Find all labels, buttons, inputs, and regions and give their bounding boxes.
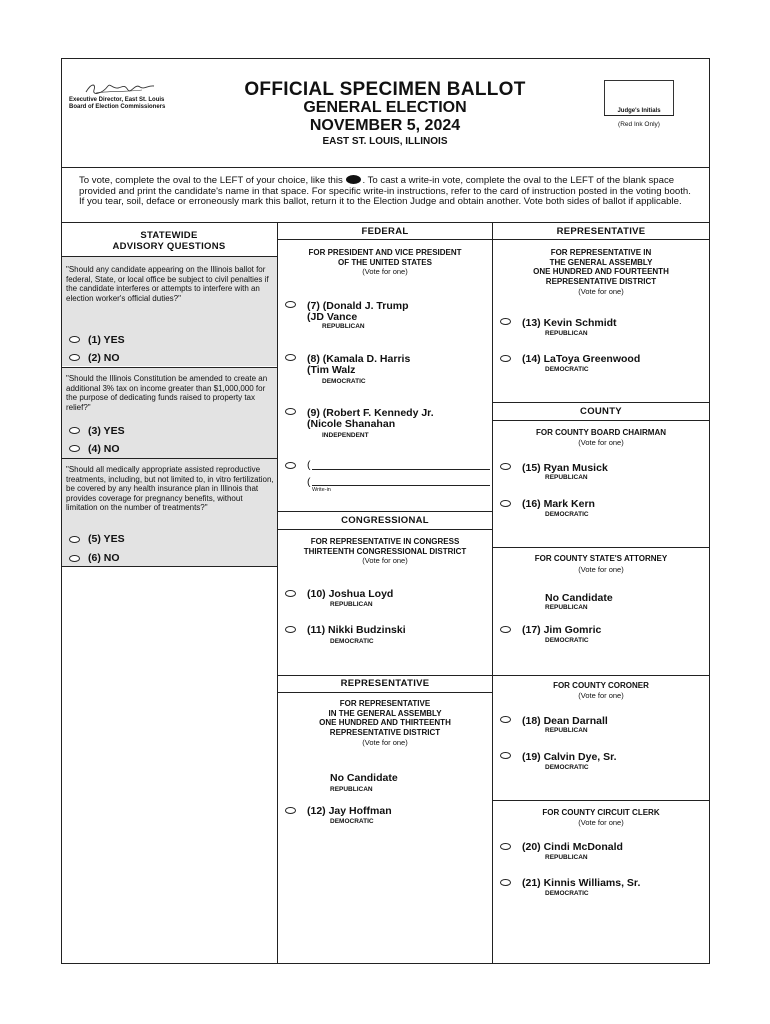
candidate-13-oval[interactable] [500, 318, 511, 325]
column-divider-2 [492, 222, 493, 964]
director-signature [82, 80, 160, 98]
candidate-21-oval[interactable] [500, 879, 511, 886]
candidate-12-name: (12) Jay Hoffman [307, 805, 392, 817]
county-top-divider [493, 402, 710, 403]
rep114-heading-divider [493, 239, 710, 240]
candidate-7-name: (7) (Donald J. Trump (JD Vance [307, 300, 409, 323]
coroner-vote-for: (Vote for one) [578, 691, 624, 700]
board-chairman-race-title: FOR COUNTY BOARD CHAIRMAN [535, 428, 667, 437]
candidate-9-party: INDEPENDENT [322, 432, 369, 439]
question-2-yes-label: (3) YES [88, 425, 125, 437]
candidate-11-oval[interactable] [285, 626, 296, 633]
candidate-15-party: REPUBLICAN [545, 474, 588, 481]
candidate-8-oval[interactable] [285, 354, 296, 361]
states-attorney-divider [493, 547, 710, 548]
congressional-heading: CONGRESSIONAL [341, 515, 429, 526]
candidate-7-oval[interactable] [285, 301, 296, 308]
candidate-12-party: DEMOCRATIC [330, 818, 374, 825]
candidate-9-oval[interactable] [285, 408, 296, 415]
question-3-no-label: (6) NO [88, 552, 120, 564]
candidate-10-oval[interactable] [285, 590, 296, 597]
candidate-17-party: DEMOCRATIC [545, 637, 589, 644]
question-1-no-label: (2) NO [88, 352, 120, 364]
federal-heading: FEDERAL [361, 226, 409, 237]
candidate-9-name: (9) (Robert F. Kennedy Jr. (Nicole Shanahan [307, 407, 434, 430]
question-1-no-oval[interactable] [69, 354, 80, 361]
instructions-part-2: . To cast a write-in vote, complete the oval to the LEFT of the blank space provided and print the candidate's name in that space. For specific write-in instructions, refer to the card of instruction posted in the voting booth. If you tear, soil, deface or erroneously mark this ballot, return it to the Election Judge and obtain another. Vote both sides of ballot if applicable. [79, 175, 691, 207]
board-chairman-vote-for: (Vote for one) [578, 438, 624, 447]
red-ink-note: (Red Ink Only) [618, 121, 660, 128]
initials-underline [604, 115, 674, 116]
candidate-10-name: (10) Joshua Loyd [307, 588, 394, 600]
candidate-14-oval[interactable] [500, 355, 511, 362]
candidate-16-name: (16) Mark Kern [522, 498, 595, 510]
rep113-vote-for: (Vote for one) [362, 738, 408, 747]
filled-oval-example-icon [346, 175, 361, 184]
question-2-no-label: (4) NO [88, 443, 120, 455]
candidate-18-oval[interactable] [500, 716, 511, 723]
candidate-11-name: (11) Nikki Budzinski [307, 624, 406, 636]
president-race-title: FOR PRESIDENT AND VICE PRESIDENT OF THE UNITED STATES [308, 248, 462, 267]
county-heading: COUNTY [580, 406, 622, 417]
judge-initials-label: Judge's Initials [617, 108, 661, 114]
congress-vote-for: (Vote for one) [362, 556, 408, 565]
county-heading-divider [493, 420, 710, 421]
instructions-divider [61, 222, 710, 223]
question-2-yes-oval[interactable] [69, 427, 80, 434]
candidate-16-party: DEMOCRATIC [545, 511, 589, 518]
question-2-no-oval[interactable] [69, 445, 80, 452]
candidate-17-name: (17) Jim Gomric [522, 624, 602, 636]
question-2-text: "Should the Illinois Constitution be amended to create an additional 3% tax on income greater than $1,000,000 for the purpose of dedicating funds raised to property tax relief?" [66, 374, 268, 412]
question-1-text: "Should any candidate appearing on the Illinois ballot for federal, State, or local office be subject to civil penalties if the candidate interferes or attempts to interfere with an election worker's official duties?" [66, 265, 269, 303]
candidate-15-name: (15) Ryan Musick [522, 462, 608, 474]
candidate-19-party: DEMOCRATIC [545, 764, 589, 771]
rep113-no-candidate: No Candidate [330, 772, 398, 784]
candidate-21-party: DEMOCRATIC [545, 890, 589, 897]
candidate-20-party: REPUBLICAN [545, 854, 588, 861]
write-in-paren-1: ( [307, 459, 311, 471]
question-1-yes-oval[interactable] [69, 336, 80, 343]
write-in-paren-2: ( [307, 476, 311, 488]
rep114-heading: REPRESENTATIVE [556, 226, 646, 237]
column-divider-1 [277, 222, 278, 964]
ballot-title-block [230, 80, 540, 149]
coroner-race-title: FOR COUNTY CORONER [553, 681, 649, 690]
candidate-18-party: REPUBLICAN [545, 727, 588, 734]
candidate-7-party: REPUBLICAN [322, 323, 365, 330]
question-3-yes-oval[interactable] [69, 536, 80, 543]
director-title: Executive Director, East St. Louis Board of Election Commissioners [69, 97, 166, 110]
candidate-13-party: REPUBLICAN [545, 330, 588, 337]
federal-heading-divider [277, 239, 493, 240]
congressional-heading-divider [277, 529, 493, 530]
rep113-race-title: FOR REPRESENTATIVE IN THE GENERAL ASSEMBLY ONE HUNDRED AND THIRTEENTH REPRESENTATIVE DISTRICT [319, 699, 451, 737]
rep113-heading: REPRESENTATIVE [340, 678, 430, 689]
candidate-20-name: (20) Cindi McDonald [522, 841, 623, 853]
coroner-divider [493, 675, 710, 676]
rep113-no-candidate-party: REPUBLICAN [330, 786, 373, 793]
candidate-12-oval[interactable] [285, 807, 296, 814]
rep113-heading-divider [277, 692, 493, 693]
question-3-text: "Should all medically appropriate assisted reproductive treatments, including, but not limited to, in vitro fertilization, be covered by any health insurance plan in Illinois that provides coverage for pregnancy benefits, without limitation on the number of treatments?" [66, 465, 274, 513]
candidate-19-name: (19) Calvin Dye, Sr. [522, 751, 617, 763]
candidate-19-oval[interactable] [500, 752, 511, 759]
circuit-clerk-race-title: FOR COUNTY CIRCUIT CLERK [542, 808, 660, 817]
election-location: EAST ST. LOUIS, ILLINOIS [322, 136, 448, 147]
rep113-top-divider [277, 675, 493, 676]
write-in-line-president[interactable] [312, 469, 490, 470]
congress-race-title: FOR REPRESENTATIVE IN CONGRESS THIRTEENTH CONGRESSIONAL DISTRICT [303, 537, 467, 556]
voting-instructions [79, 175, 694, 208]
candidate-11-party: DEMOCRATIC [330, 638, 374, 645]
rep114-race-title: FOR REPRESENTATIVE IN THE GENERAL ASSEMBLY ONE HUNDRED AND FOURTEENTH REPRESENTATIVE DISTRICT [533, 248, 669, 286]
write-in-label: Write-in [312, 487, 331, 493]
candidate-14-party: DEMOCRATIC [545, 366, 589, 373]
candidate-15-oval[interactable] [500, 463, 511, 470]
states-attorney-race-title: FOR COUNTY STATE'S ATTORNEY [534, 554, 668, 563]
states-attorney-no-candidate-party: REPUBLICAN [545, 604, 588, 611]
question-3-no-oval[interactable] [69, 555, 80, 562]
candidate-16-oval[interactable] [500, 500, 511, 507]
president-vote-for: (Vote for one) [362, 267, 408, 276]
candidate-18-name: (18) Dean Darnall [522, 715, 608, 727]
candidate-8-name: (8) (Kamala D. Harris (Tim Walz [307, 353, 411, 376]
statewide-heading: STATEWIDE ADVISORY QUESTIONS [112, 230, 226, 252]
election-date: NOVEMBER 5, 2024 [309, 117, 461, 134]
circuit-clerk-vote-for: (Vote for one) [578, 818, 624, 827]
circuit-clerk-divider [493, 800, 710, 801]
states-attorney-vote-for: (Vote for one) [578, 565, 624, 574]
ballot-title: OFFICIAL SPECIMEN BALLOT [244, 79, 526, 100]
instructions-part-1: To vote, complete the oval to the LEFT of your choice, like this [79, 175, 343, 186]
header-divider [61, 167, 710, 168]
question-1-yes-label: (1) YES [88, 334, 125, 346]
candidate-8-party: DEMOCRATIC [322, 378, 366, 385]
question-3-yes-label: (5) YES [88, 533, 125, 545]
candidate-20-oval[interactable] [500, 843, 511, 850]
write-in-oval[interactable] [285, 462, 296, 469]
candidate-21-name: (21) Kinnis Williams, Sr. [522, 877, 641, 889]
candidate-14-name: (14) LaToya Greenwood [522, 353, 641, 365]
states-attorney-no-candidate: No Candidate [545, 592, 613, 604]
election-name: GENERAL ELECTION [303, 99, 467, 116]
write-in-line-vice-president[interactable] [312, 485, 490, 486]
candidate-10-party: REPUBLICAN [330, 601, 373, 608]
candidate-13-name: (13) Kevin Schmidt [522, 317, 617, 329]
congressional-top-divider [277, 511, 493, 512]
candidate-17-oval[interactable] [500, 626, 511, 633]
rep114-vote-for: (Vote for one) [578, 287, 624, 296]
question-3-divider [61, 566, 277, 567]
